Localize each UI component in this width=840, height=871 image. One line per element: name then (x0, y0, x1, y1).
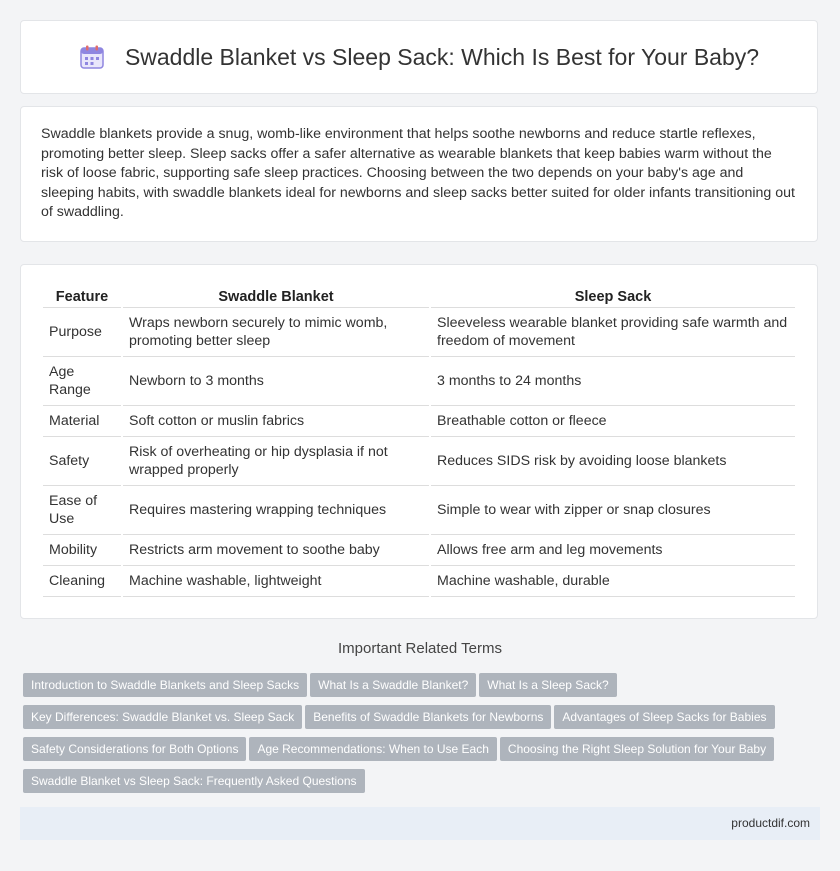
header-inner (79, 44, 759, 71)
intro-card (20, 106, 818, 242)
footer (20, 807, 820, 840)
cell-sleep-sack: 3 months to 24 months (431, 357, 795, 406)
cell-swaddle: Requires mastering wrapping techniques (123, 486, 429, 535)
table-row (43, 357, 795, 406)
header-swaddle-blanket: Swaddle Blanket (123, 285, 429, 308)
intro-text: Swaddle blankets provide a snug, womb-like environment that helps soothe newborns and reduce startle reflexes, promoting better sleep. Sleep sacks offer a safer alternative as wearable blankets that keep babies warm without the risk of loose fabric, supporting safe sleep practices. Choosing between the two depends on your baby's age and sleeping habits, with swaddle blankets ideal for newborns and sleep sacks better suited for older infants transitioning out of swaddling. (41, 126, 795, 220)
cell-swaddle: Wraps newborn securely to mimic womb, promoting better sleep (123, 308, 429, 357)
cell-feature: Age Range (43, 357, 121, 406)
cell-swaddle: Newborn to 3 months (123, 357, 429, 406)
related-tag[interactable]: Advantages of Sleep Sacks for Babies (554, 705, 774, 729)
comparison-table (41, 285, 797, 597)
related-tag[interactable]: Key Differences: Swaddle Blanket vs. Sleep Sack (23, 705, 302, 729)
cell-sleep-sack: Simple to wear with zipper or snap closures (431, 486, 795, 535)
related-tag[interactable]: Benefits of Swaddle Blankets for Newborns (305, 705, 551, 729)
header-feature: Feature (43, 285, 121, 308)
calendar-icon (79, 44, 105, 70)
related-tag[interactable]: Age Recommendations: When to Use Each (249, 737, 496, 761)
related-tag[interactable]: Introduction to Swaddle Blankets and Sleep Sacks (23, 673, 307, 697)
related-tag[interactable]: What Is a Swaddle Blanket? (310, 673, 476, 697)
cell-feature: Cleaning (43, 566, 121, 597)
table-row (43, 566, 795, 597)
cell-sleep-sack: Breathable cotton or fleece (431, 406, 795, 437)
cell-swaddle: Risk of overheating or hip dysplasia if not wrapped properly (123, 437, 429, 486)
related-tag[interactable]: Choosing the Right Sleep Solution for Your Baby (500, 737, 774, 761)
cell-swaddle: Restricts arm movement to soothe baby (123, 535, 429, 566)
cell-feature: Material (43, 406, 121, 437)
table-row (43, 535, 795, 566)
cell-sleep-sack: Sleeveless wearable blanket providing safe warmth and freedom of movement (431, 308, 795, 357)
related-terms-title: Important Related Terms (338, 640, 502, 657)
header-sleep-sack: Sleep Sack (431, 285, 795, 308)
cell-sleep-sack: Machine washable, durable (431, 566, 795, 597)
table-row (43, 437, 795, 486)
page-title: Swaddle Blanket vs Sleep Sack: Which Is Best for Your Baby? (124, 43, 760, 70)
cell-sleep-sack: Reduces SIDS risk by avoiding loose blankets (431, 437, 795, 486)
cell-swaddle: Machine washable, lightweight (123, 566, 429, 597)
related-tag[interactable]: Swaddle Blanket vs Sleep Sack: Frequently Asked Questions (23, 769, 365, 793)
related-terms-list (23, 673, 823, 801)
comparison-table-card (20, 264, 818, 619)
related-tag[interactable]: What Is a Sleep Sack? (479, 673, 616, 697)
table-row (43, 406, 795, 437)
table-header-row (43, 285, 795, 308)
header-card (20, 20, 818, 94)
footer-site-link[interactable]: productdif.com (731, 816, 810, 830)
cell-feature: Safety (43, 437, 121, 486)
cell-feature: Purpose (43, 308, 121, 357)
cell-feature: Ease of Use (43, 486, 121, 535)
related-tag[interactable]: Safety Considerations for Both Options (23, 737, 246, 761)
cell-sleep-sack: Allows free arm and leg movements (431, 535, 795, 566)
table-row (43, 308, 795, 357)
table-row (43, 486, 795, 535)
cell-feature: Mobility (43, 535, 121, 566)
cell-swaddle: Soft cotton or muslin fabrics (123, 406, 429, 437)
